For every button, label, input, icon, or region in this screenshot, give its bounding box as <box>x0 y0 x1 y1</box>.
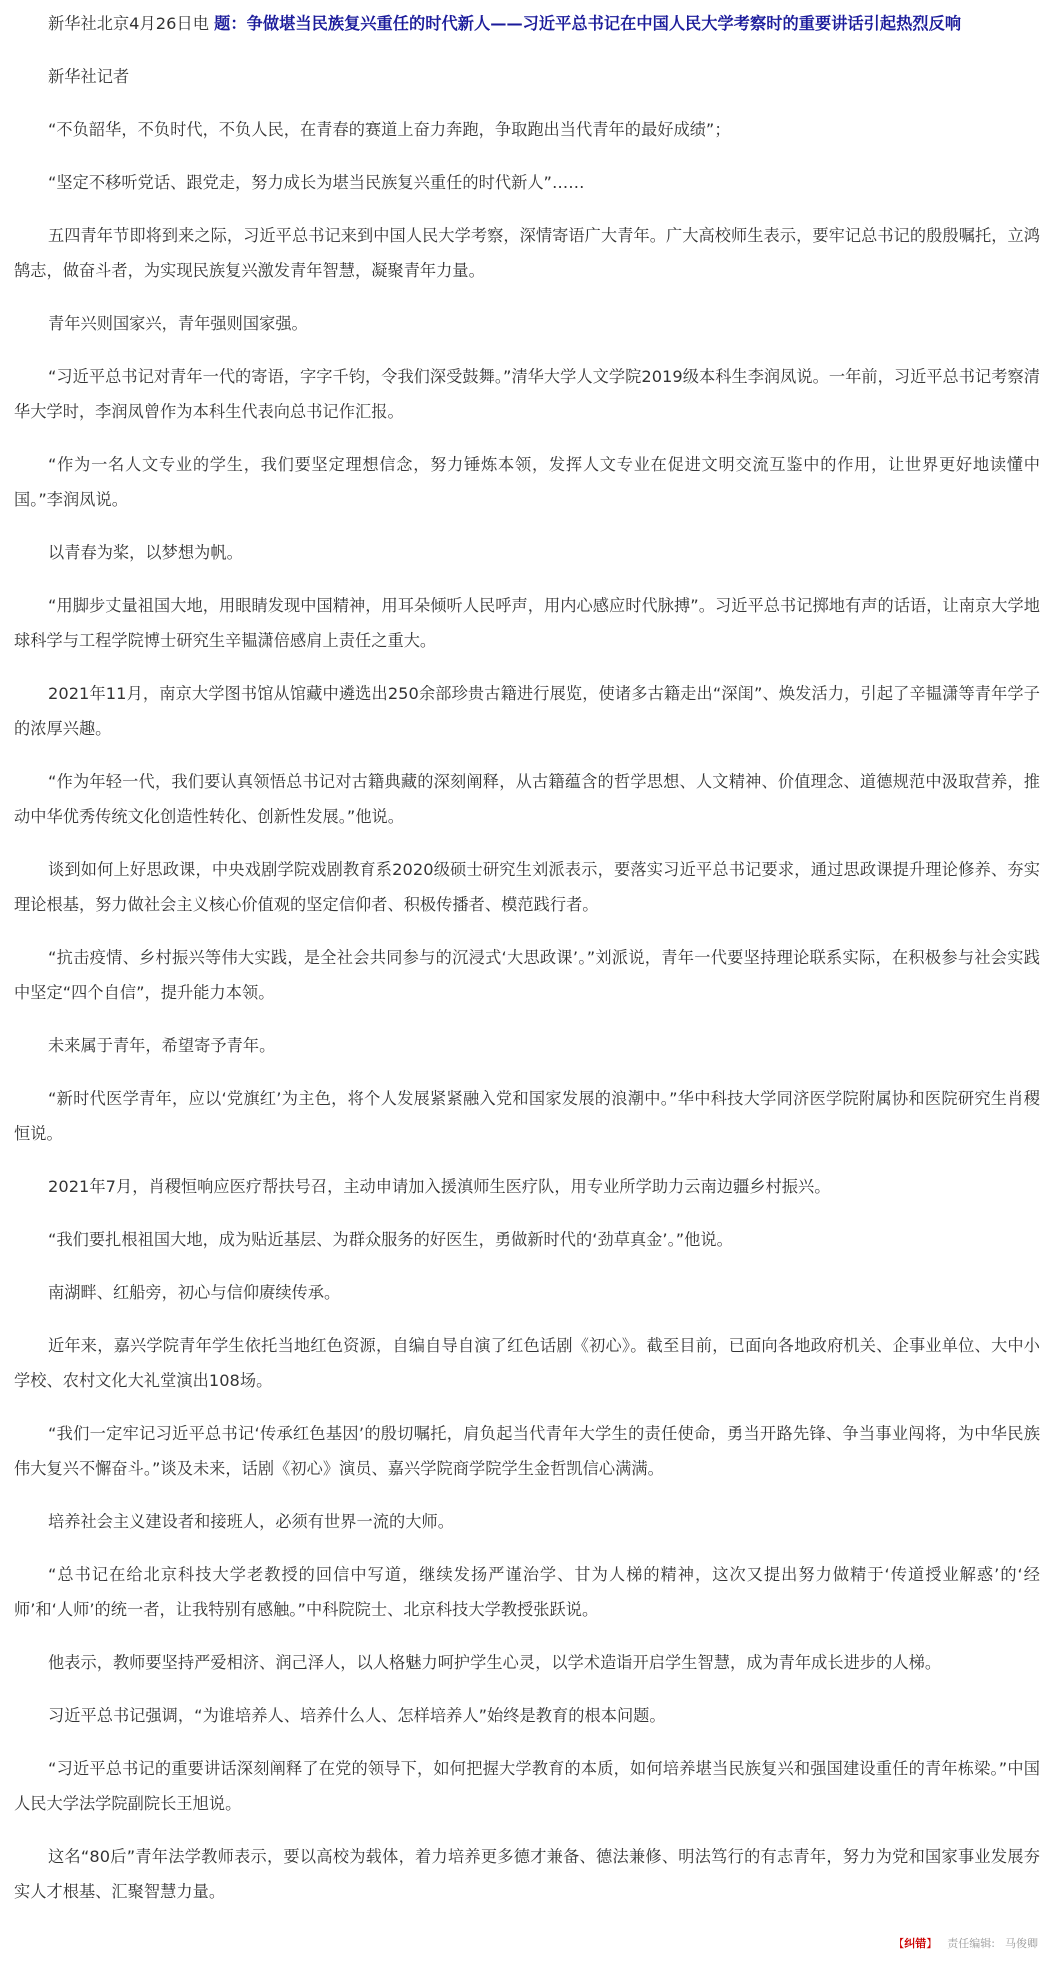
article-paragraph: 这名“80后”青年法学教师表示，要以高校为载体，着力培养更多德才兼备、德法兼修、明法笃行的有志青年，努力为党和国家事业发展夯实人才根基、汇聚智慧力量。 <box>14 1847 1040 1901</box>
article-paragraph: 近年来，嘉兴学院青年学生依托当地红色资源，自编自导自演了红色话剧《初心》。截至目前，已面向各地政府机关、企事业单位、大中小学校、农村文化大礼堂演出108场。 <box>14 1336 1040 1390</box>
correction-bracket-close: 】 <box>926 1937 938 1950</box>
article-paragraph: 以青春为桨，以梦想为帆。 <box>48 543 243 562</box>
headline-prefix: 题： <box>214 14 247 33</box>
article-paragraph: “习近平总书记的重要讲话深刻阐释了在党的领导下，如何把握大学教育的本质，如何培养堪当民族复兴和强国建设重任的青年栋梁。”中国人民大学法学院副院长王旭说。 <box>14 1759 1040 1813</box>
article-paragraph: “抗击疫情、乡村振兴等伟大实践，是全社会共同参与的沉浸式‘大思政课’。”刘派说，青年一代要坚持理论联系实际，在积极参与社会实践中坚定“四个自信”，提升能力本领。 <box>14 948 1040 1002</box>
article-paragraph: 新华社记者 <box>48 67 130 86</box>
article-lead-paragraph <box>14 6 1040 41</box>
article-paragraph: 五四青年节即将到来之际，习近平总书记来到中国人民大学考察，深情寄语广大青年。广大高校师生表示，要牢记总书记的殷殷嘱托，立鸿鹄志，做奋斗者，为实现民族复兴激发青年智慧，凝聚青年力量。 <box>14 226 1040 280</box>
article-paragraph: “我们要扎根祖国大地，成为贴近基层、为群众服务的好医生，勇做新时代的‘劲草真金’。”他说。 <box>48 1230 733 1249</box>
article-paragraph: 培养社会主义建设者和接班人，必须有世界一流的大师。 <box>48 1512 454 1531</box>
article-body <box>14 6 1040 1927</box>
dateline: 新华社北京4月26日电 <box>48 14 209 33</box>
article-paragraph: 他表示，教师要坚持严爱相济、润己泽人，以人格魅力呵护学生心灵，以学术造诣开启学生智慧，成为青年成长进步的人梯。 <box>48 1653 942 1672</box>
article-paragraph: 青年兴则国家兴，青年强则国家强。 <box>48 314 308 333</box>
article-paragraph: 未来属于青年，希望寄予青年。 <box>48 1036 276 1055</box>
editor-label: 责任编辑: <box>947 1937 995 1950</box>
editor-name: 马俊卿 <box>1005 1937 1038 1950</box>
article-paragraph: “我们一定牢记习近平总书记‘传承红色基因’的殷切嘱托，肩负起当代青年大学生的责任使命，勇当开路先锋、争当事业闯将，为中华民族伟大复兴不懈奋斗。”谈及未来，话剧《初心》演员、嘉兴学院商学院学生金哲凯信心满满。 <box>14 1424 1040 1478</box>
article-paragraph: “不负韶华，不负时代，不负人民，在青春的赛道上奋力奔跑，争取跑出当代青年的最好成绩”； <box>48 120 731 139</box>
article-paragraph: 2021年11月，南京大学图书馆从馆藏中遴选出250余部珍贵古籍进行展览，使诸多古籍走出“深闺”、焕发活力，引起了辛韫潇等青年学子的浓厚兴趣。 <box>14 684 1040 738</box>
article-paragraph: “习近平总书记对青年一代的寄语，字字千钧，令我们深受鼓舞。”清华大学人文学院2019级本科生李润凤说。一年前，习近平总书记考察清华大学时，李润凤曾作为本科生代表向总书记作汇报。 <box>14 367 1040 421</box>
article-paragraph: 2021年7月，肖稷恒响应医疗帮扶号召，主动申请加入援滇师生医疗队，用专业所学助力云南边疆乡村振兴。 <box>48 1177 831 1196</box>
article-paragraph: “用脚步丈量祖国大地，用眼睛发现中国精神，用耳朵倾听人民呼声，用内心感应时代脉搏”。习近平总书记掷地有声的话语，让南京大学地球科学与工程学院博士研究生辛韫潇倍感肩上责任之重大。 <box>14 596 1040 650</box>
correction-link[interactable]: 纠错 <box>904 1937 927 1950</box>
article-paragraph: “坚定不移听党话、跟党走，努力成长为堪当民族复兴重任的时代新人”…… <box>48 173 585 192</box>
article-paragraph: “总书记在给北京科技大学老教授的回信中写道，继续发扬严谨治学、甘为人梯的精神，这次又提出努力做精于‘传道授业解惑’的‘经师’和‘人师’的统一者，让我特别有感触。”中科院院士、北京科技大学教授张跃说。 <box>14 1565 1040 1619</box>
article-paragraph: 习近平总书记强调，“为谁培养人、培养什么人、怎样培养人”始终是教育的根本问题。 <box>48 1706 666 1725</box>
article-paragraph: “作为一名人文专业的学生，我们要坚定理想信念，努力锤炼本领，发挥人文专业在促进文明交流互鉴中的作用，让世界更好地读懂中国。”李润凤说。 <box>14 455 1040 509</box>
article-paragraph: 谈到如何上好思政课，中央戏剧学院戏剧教育系2020级硕士研究生刘派表示，要落实习近平总书记要求，通过思政课提升理论修养、夯实理论根基，努力做社会主义核心价值观的坚定信仰者、积极传播者、模范践行者。 <box>14 860 1040 914</box>
headline-text: 争做堪当民族复兴重任的时代新人——习近平总书记在中国人民大学考察时的重要讲话引起热烈反响 <box>246 14 962 33</box>
headline <box>214 14 961 33</box>
article-paragraph: “新时代医学青年，应以‘党旗红’为主色，将个人发展紧紧融入党和国家发展的浪潮中。”华中科技大学同济医学院附属协和医院研究生肖稷恒说。 <box>14 1089 1040 1143</box>
article-footer <box>893 1935 1038 1951</box>
correction-bracket-open: 【 <box>893 1937 905 1950</box>
article-paragraph: “作为年轻一代，我们要认真领悟总书记对古籍典藏的深刻阐释，从古籍蕴含的哲学思想、人文精神、价值理念、道德规范中汲取营养，推动中华优秀传统文化创造性转化、创新性发展。”他说。 <box>14 772 1040 826</box>
article-paragraph: 南湖畔、红船旁，初心与信仰赓续传承。 <box>48 1283 341 1302</box>
